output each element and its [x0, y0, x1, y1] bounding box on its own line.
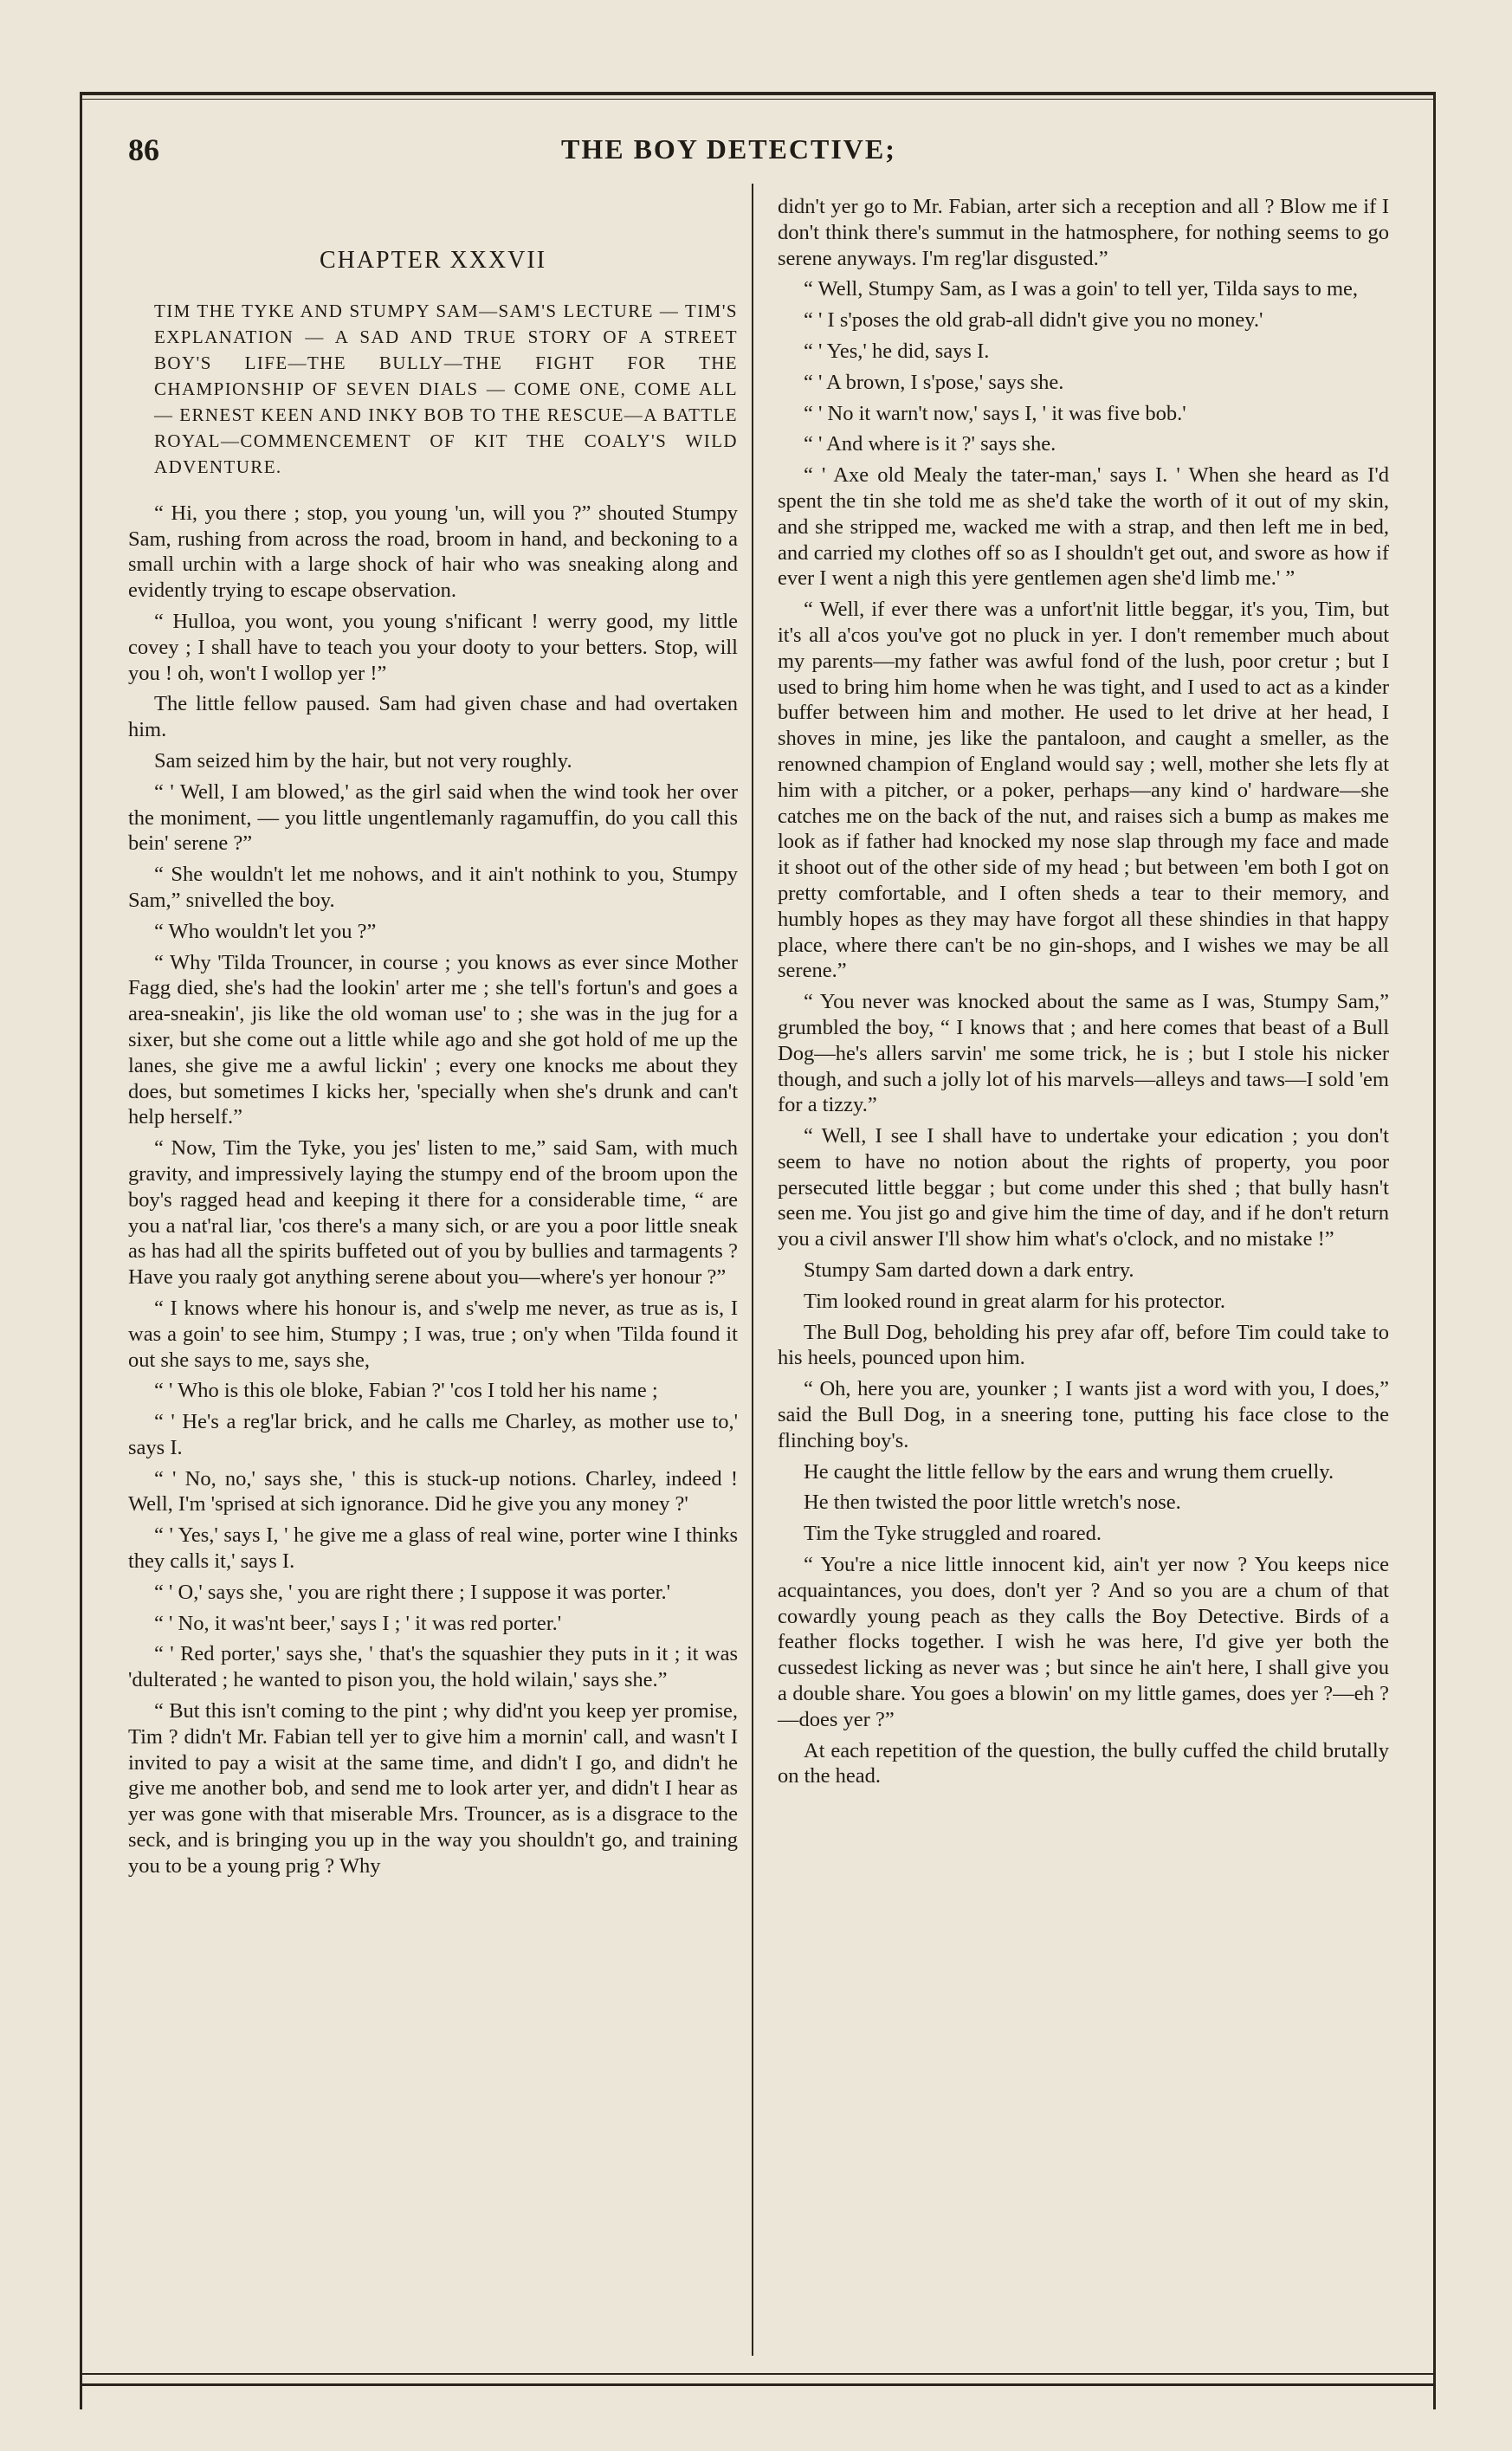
page-number: 86: [128, 133, 159, 167]
paragraph: At each repetition of the question, the bully cuffed the child brutally on the head.: [778, 1738, 1389, 1788]
paragraph: The Bull Dog, beholding his prey afar off, before Tim could take to his heels, pounced upon him.: [778, 1320, 1389, 1370]
right-frame-line: [1433, 92, 1436, 2409]
paragraph: “ Why 'Tilda Trouncer, in course ; you knows as ever since Mother Fagg died, she's had the lookin' arter me ; she tell's fortun's and goes a area-sneakin', jis like the old woman use' to ; she was in the jug for a sixer, but she come out a little while ago and she got hold of me up the lanes, she give me a awful lickin' ; every one knocks me about they does, but sometimes I kicks her, 'specially when she's drunk and can't help herself.”: [128, 950, 738, 1129]
paragraph: didn't yer go to Mr. Fabian, arter sich a reception and all ? Blow me if I don't think there's summut in the hatmosphere, for nothing seems to go serene anyways. I'm reg'lar disgusted.”: [778, 195, 1389, 270]
paragraph: “ ' A brown, I s'pose,' says she.: [804, 370, 1064, 394]
paragraph: “ Hulloa, you wont, you young s'nificant ! werry good, my little covey ; I shall have to teach you your dooty to your betters. Stop, will you ! oh, won't I wollop yer !”: [128, 609, 738, 685]
paragraph: “ ' No it warn't now,' says I, ' it was five bob.': [804, 401, 1186, 425]
paragraph: “ Well, Stumpy Sam, as I was a goin' to tell yer, Tilda says to me,: [804, 277, 1359, 301]
top-rule: [80, 92, 1436, 95]
paragraph: “ But this isn't coming to the pint ; why did'nt you keep yer promise, Tim ? didn't Mr. Fabian tell yer to give him a mornin' call, and wasn't I invited to pay a wisit at the same time, and didn't I go, and didn't he give me another bob, and send me to look arter yer, and didn't I hear as yer was gone with that miserable Mrs. Trouncer, as is a disgrace to the seck, and is bringing you up in the way you shouldn't go, and training you to be a young prig ? Why: [128, 1699, 738, 1878]
paragraph: “ Well, I see I shall have to undertake your edication ; you don't seem to have no notion about the rights of property, you poor persecuted little beggar ; but come under this shed ; that bully hasn't seen me. You jist go and give him the time of day, and if he don't return you a civil answer I'll show him what's o'clock, and no mistake !”: [778, 1124, 1389, 1251]
paragraph: Sam seized him by the hair, but not very roughly.: [154, 748, 572, 773]
paragraph: He caught the little fellow by the ears and wrung them cruelly.: [804, 1459, 1334, 1484]
paragraph: “ You never was knocked about the same as I was, Stumpy Sam,” grumbled the boy, “ I knows that ; and here comes that beast of a Bull Dog—he's allers sarvin' me some trick, he is ; but I stole his nicker though, and such a jolly lot of his marvels—alleys and taws—I sold 'em for a tizzy.”: [778, 990, 1389, 1117]
paragraph: “ ' Who is this ole bloke, Fabian ?' 'cos I told her his name ;: [154, 1379, 658, 1403]
paragraph: The little fellow paused. Sam had given chase and had overtaken him.: [128, 692, 738, 742]
paragraph: Tim the Tyke struggled and roared.: [804, 1522, 1102, 1546]
bottom-rule: [80, 2373, 1436, 2375]
paragraph: Tim looked round in great alarm for his protector.: [804, 1289, 1225, 1313]
paragraph: “ Hi, you there ; stop, you young 'un, will you ?” shouted Stumpy Sam, rushing from across the road, broom in hand, and beckoning to a small urchin with a large shock of hair who was sneaking along and evidently trying to escape observation.: [128, 501, 738, 603]
paragraph: “ She wouldn't let me nohows, and it ain't nothink to you, Stumpy Sam,” snivelled the boy.: [128, 863, 738, 912]
paragraph: “ ' O,' says she, ' you are right there ; I suppose it was porter.': [154, 1580, 670, 1604]
right-column: [778, 194, 1389, 1795]
paragraph: “ Well, if ever there was a unfort'nit little beggar, it's you, Tim, but it's all a'cos you've got no pluck in yer. I don't remember much about my parents—my father was awful fond of the lush, poor cretur ; but I used to bring him home when he was tight, and I used to act as a kinder buffer between him and mother. He used to let drive at her head, I shoves in mine, jes like the pantaloon, and caught a smeller, as the renowned champion of England would say ; well, mother she lets fly at him with a pitcher, or a poker, perhaps—any kind o' hardware—she catches me on the back of the nut, and raises sich a bump as makes me look as if father had knocked my nose slap through my face and made it shoot out of the other side of my head ; but between 'em both I got on pretty comfortable, and I often sheds a tear to their memory, and humbly hopes as they may have forgot all these shindies in that happy place, where there can't be no gin-shops, and I wishes we may be all serene.”: [778, 598, 1389, 983]
paragraph: “ ' Well, I am blowed,' as the girl said when the wind took her over the moniment, — you little ungentlemanly ragamuffin, do you call this bein' serene ?”: [128, 779, 738, 856]
paragraph: “ Now, Tim the Tyke, you jes' listen to me,” said Sam, with much gravity, and impressively laying the stumpy end of the broom upon the boy's ragged head and keeping it there for a considerable time, “ are you a nat'ral liar, 'cos there's a many sich, or are you a poor little sneak as has had all the spirits buffeted out of you by bullies and tarmagents ? Have you raaly got anything serene about you—where's yer honour ?”: [128, 1136, 738, 1290]
chapter-title: CHAPTER XXXVII: [319, 247, 547, 274]
paragraph: “ ' I s'poses the old grab-all didn't give you no money.': [804, 308, 1263, 333]
paragraph: “ You're a nice little innocent kid, ain't yer now ? You keeps nice acquaintances, you does, don't yer ? And so you are a chum of that cowardly young peach as they calls the Boy Detective. Birds of a feather flocks together. I wish he was here, I'd give yer both the cussedest licking as never was ; but since he ain't here, I shall give you a double share. You goes a blowin' on my little games, does yer ?—eh ?—does yer ?”: [778, 1553, 1389, 1731]
paragraph: “ ' No, it was'nt beer,' says I ; ' it was red porter.': [154, 1611, 562, 1635]
top-rule-thin: [80, 99, 1436, 100]
paragraph: “ I knows where his honour is, and s'welp me never, as true as is, I was a goin' to see him, Stumpy ; I was, true ; on'y when 'Tilda found it out she says to me, says she,: [128, 1296, 738, 1372]
paragraph: “ ' Yes,' says I, ' he give me a glass of real wine, porter wine I thinks they calls it,' says I.: [128, 1523, 738, 1574]
paragraph: “ ' Yes,' he did, says I.: [804, 339, 990, 363]
page-header: [128, 132, 1410, 175]
left-column: [128, 194, 738, 1885]
running-title: THE BOY DETECTIVE;: [561, 133, 896, 165]
paragraph: “ Oh, here you are, younker ; I wants jist a word with you, I does,” said the Bull Dog, in a sneering tone, putting his face close to the flinching boy's.: [778, 1377, 1389, 1452]
paragraph: “ ' And where is it ?' says she.: [804, 432, 1056, 456]
left-frame-line: [80, 92, 82, 2409]
column-divider: [752, 184, 753, 2356]
paragraph: “ ' He's a reg'lar brick, and he calls me Charley, as mother use to,' says I.: [128, 1410, 738, 1459]
bottom-rule-thick: [80, 2383, 1436, 2386]
chapter-summary: TIM THE TYKE AND STUMPY SAM—SAM'S LECTURE — TIM'S EXPLANATION — A SAD AND TRUE STORY OF A STREET BOY'S LIFE—THE BULLY—THE FIGHT FOR THE CHAMPIONSHIP OF SEVEN DIALS — COME ONE, COME ALL — ERNEST KEEN AND INKY BOB TO THE RESCUE—A BATTLE ROYAL—COMMENCEMENT OF KIT THE COALY'S WILD ADVENTURE.: [154, 300, 738, 477]
paragraph: “ Who wouldn't let you ?”: [154, 919, 377, 943]
paragraph: Stumpy Sam darted down a dark entry.: [804, 1258, 1134, 1283]
paragraph: “ ' No, no,' says she, ' this is stuck-up notions. Charley, indeed ! Well, I'm 'sprised at sich ignorance. Did he give you any money ?': [128, 1466, 738, 1517]
paragraph: “ ' Axe old Mealy the tater-man,' says I. ' When she heard as I'd spent the tin she told me as she'd take the worth of it out of my skin, and she stripped me, wacked me with a strap, and then left me in bed, and carried my clothes off so as I shouldn't get out, and swore as how if ever I went a nigh this yere gentlemen agen she'd limb me.' ”: [778, 463, 1389, 591]
paragraph: He then twisted the poor little wretch's nose.: [804, 1491, 1181, 1515]
paragraph: “ ' Red porter,' says she, ' that's the squashier they puts in it ; it was 'dulterated ; he wanted to pison you, the hold wilain,' says she.”: [128, 1642, 738, 1692]
